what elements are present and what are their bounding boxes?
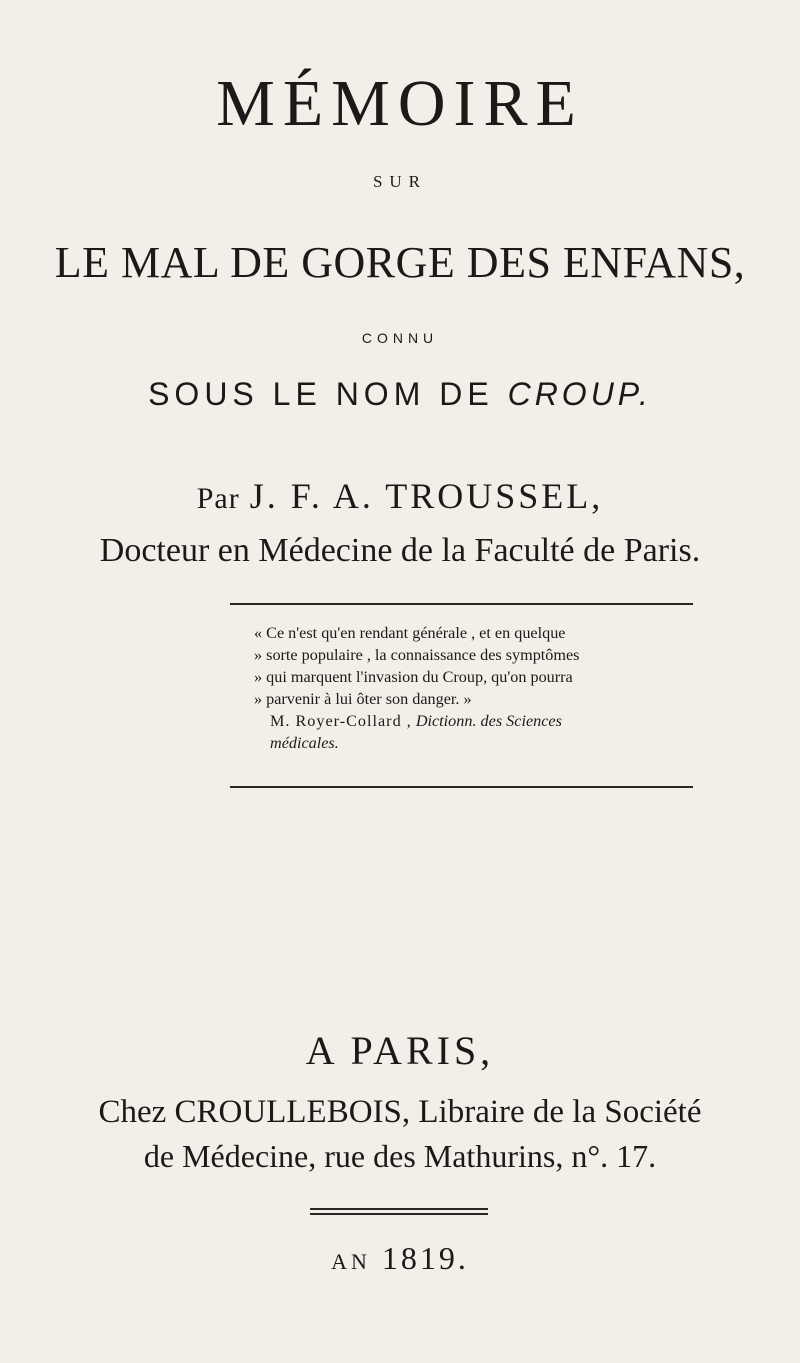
- imprint-rule-upper: [310, 1208, 488, 1210]
- croup-term: CROUP.: [507, 376, 652, 412]
- imprint-address: de Médecine, rue des Mathurins, n°. 17.: [143, 1138, 657, 1174]
- connu-label: CONNU: [361, 330, 439, 346]
- sous-nom-text: SOUS LE NOM DE: [148, 376, 494, 412]
- epigraph-line: » sorte populaire , la connaissance des symptômes: [254, 646, 580, 664]
- sous-nom-line: [0, 376, 800, 413]
- epigraph: [254, 622, 704, 754]
- subject-line: LE MAL DE GORGE DES ENFANS,: [54, 238, 746, 287]
- epigraph-line: » parvenir à lui ôter son danger. »: [254, 690, 472, 708]
- main-title: MÉMOIRE: [216, 67, 584, 140]
- epigraph-attribution: [254, 710, 704, 732]
- author-line: [0, 475, 800, 517]
- attribution-name: M. Royer-Collard ,: [270, 712, 412, 730]
- imprint-rule-lower: [310, 1213, 488, 1215]
- epigraph-line: « Ce n'est qu'en rendant générale , et en quelque: [254, 624, 566, 642]
- year-prefix: AN: [331, 1249, 371, 1274]
- sur-label: SUR: [372, 172, 428, 191]
- imprint-publisher: Chez CROULLEBOIS, Libraire de la Société: [98, 1094, 702, 1130]
- imprint-year: 1819.: [381, 1240, 469, 1276]
- epigraph-top-rule: [230, 603, 693, 605]
- attribution-source: Dictionn. des Sciences: [415, 712, 562, 730]
- epigraph-bottom-rule: [230, 786, 693, 788]
- imprint-year-line: [0, 1240, 800, 1277]
- author-name: J. F. A. TROUSSEL,: [249, 476, 604, 516]
- author-degree: Docteur en Médecine de la Faculté de Paris.: [99, 532, 701, 569]
- imprint-city: A PARIS,: [305, 1028, 495, 1073]
- attribution-source-continued: médicales.: [270, 734, 339, 752]
- author-par: Par: [196, 482, 240, 515]
- epigraph-line: » qui marquent l'invasion du Croup, qu'on pourra: [254, 668, 573, 686]
